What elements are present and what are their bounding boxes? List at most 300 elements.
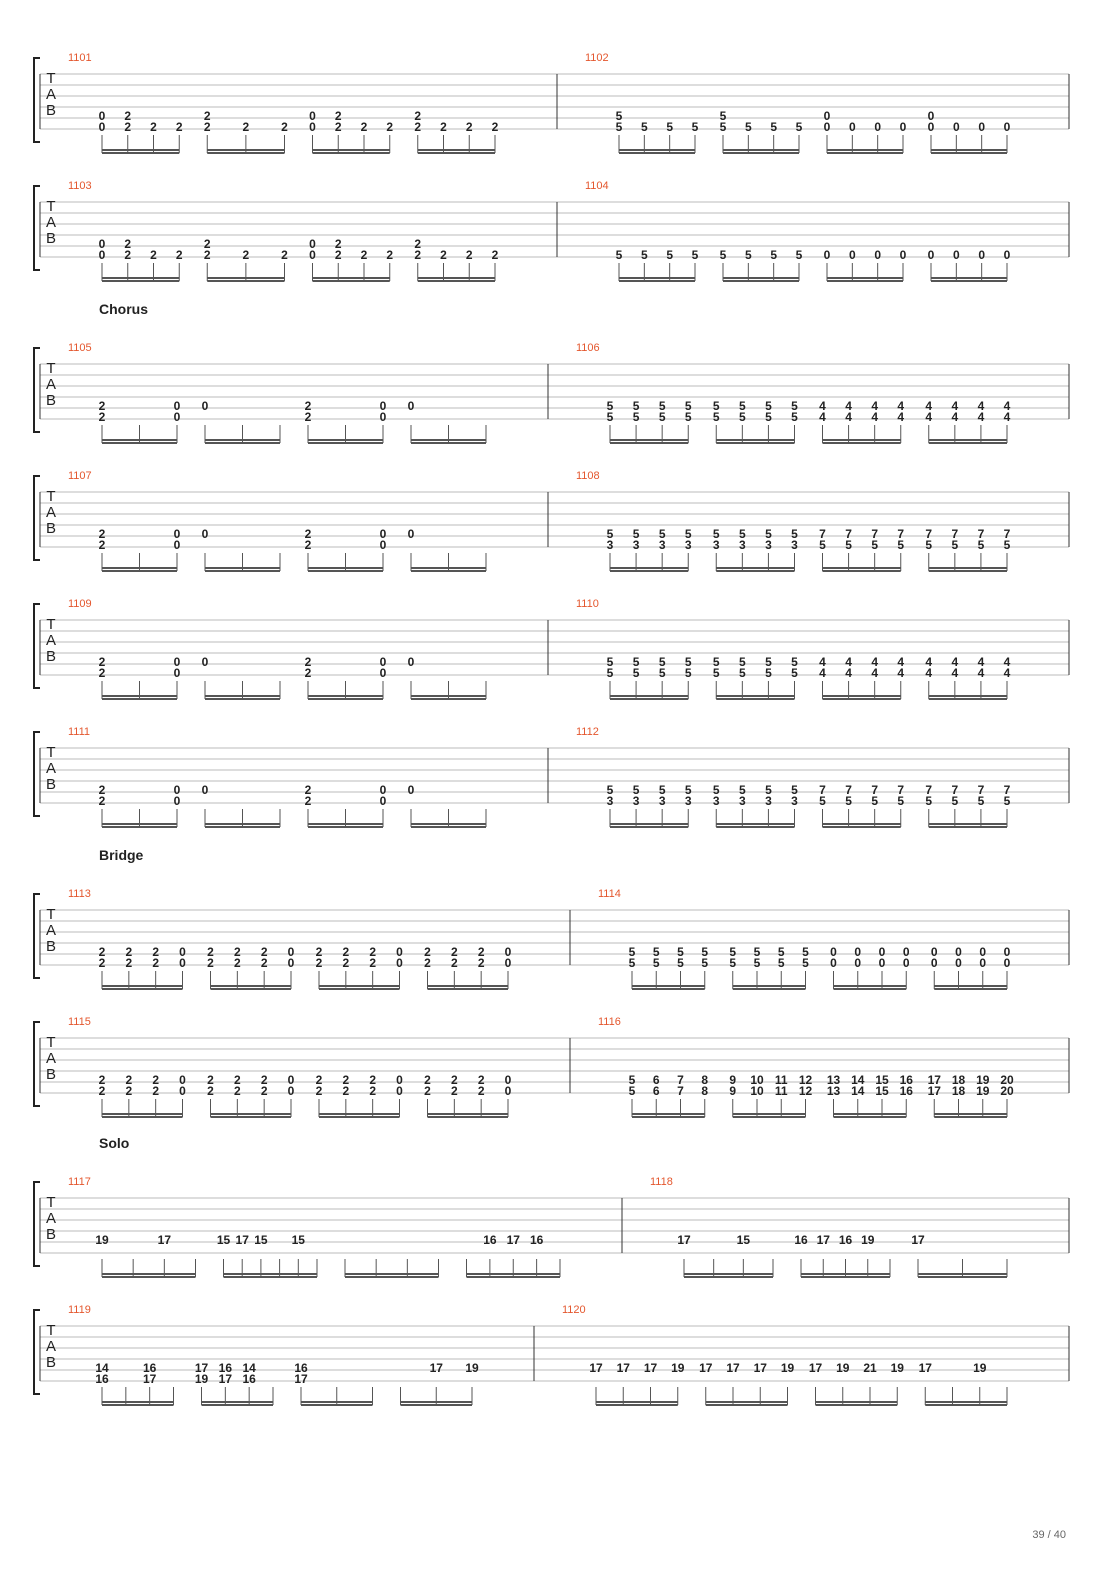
fret-number: 0 bbox=[952, 248, 960, 262]
measure bbox=[68, 1176, 560, 1277]
measure-number: 1115 bbox=[68, 1016, 91, 1028]
fret-number: 5 bbox=[977, 794, 985, 808]
fret-number: 17 bbox=[235, 1233, 249, 1247]
fret-number: 16 bbox=[95, 1372, 109, 1386]
fret-number: 4 bbox=[925, 399, 933, 413]
fret-number: 0 bbox=[978, 248, 986, 262]
beam-group bbox=[99, 399, 181, 443]
beam-group bbox=[95, 1361, 173, 1405]
fret-number: 3 bbox=[712, 794, 720, 808]
fret-number: 0 bbox=[309, 109, 316, 123]
beam-group bbox=[713, 527, 798, 571]
fret-number: 7 bbox=[897, 783, 905, 797]
fret-number: 19 bbox=[890, 1361, 904, 1375]
measure-number: 1116 bbox=[598, 1016, 621, 1028]
beam-group bbox=[401, 1361, 479, 1405]
fret-number: 0 bbox=[1003, 120, 1011, 134]
fret-number: 5 bbox=[770, 248, 778, 262]
fret-number: 5 bbox=[615, 248, 623, 262]
fret-number: 5 bbox=[658, 527, 666, 541]
fret-number: 2 bbox=[369, 945, 377, 959]
beam-group bbox=[928, 109, 1011, 153]
fret-number: 4 bbox=[871, 666, 879, 680]
fret-number: 2 bbox=[465, 248, 473, 262]
tab-clef-letter: B bbox=[45, 1354, 57, 1371]
beam-group bbox=[316, 945, 404, 989]
beam-group bbox=[824, 248, 907, 281]
fret-number: 3 bbox=[632, 538, 640, 552]
fret-number: 14 bbox=[851, 1084, 865, 1098]
fret-number: 17 bbox=[911, 1233, 925, 1247]
tab-clef-letter: A bbox=[45, 1210, 57, 1227]
fret-number: 5 bbox=[652, 956, 660, 970]
fret-number: 5 bbox=[1003, 794, 1011, 808]
tab-clef-letter: A bbox=[45, 1050, 57, 1067]
measure bbox=[68, 888, 512, 989]
fret-number: 15 bbox=[291, 1233, 305, 1247]
tab-clef-letter: B bbox=[45, 520, 57, 537]
fret-number: 0 bbox=[396, 956, 403, 970]
fret-number: 5 bbox=[632, 655, 640, 669]
fret-number: 2 bbox=[450, 1073, 458, 1087]
fret-number: 17 bbox=[194, 1361, 209, 1375]
fret-number: 2 bbox=[242, 248, 250, 262]
fret-number: 13 bbox=[826, 1084, 841, 1098]
fret-number: 2 bbox=[315, 956, 323, 970]
beam-group bbox=[919, 1361, 1007, 1405]
fret-number: 17 bbox=[157, 1233, 172, 1247]
fret-number: 0 bbox=[201, 399, 209, 413]
beam-group bbox=[294, 1361, 372, 1405]
fret-number: 0 bbox=[955, 945, 962, 959]
measure bbox=[68, 470, 486, 571]
measure-number: 1120 bbox=[562, 1304, 586, 1316]
fret-number: 17 bbox=[616, 1361, 630, 1375]
fret-number: 5 bbox=[712, 655, 720, 669]
beam-group bbox=[408, 655, 486, 699]
fret-number: 5 bbox=[628, 945, 636, 959]
system-bracket bbox=[34, 58, 40, 142]
beam-group bbox=[809, 1361, 904, 1405]
fret-number: 19 bbox=[780, 1361, 795, 1375]
beam-group bbox=[925, 527, 1010, 571]
fret-number: 0 bbox=[173, 666, 181, 680]
fret-number: 0 bbox=[902, 945, 910, 959]
fret-number: 2 bbox=[98, 399, 106, 413]
fret-number: 2 bbox=[233, 956, 241, 970]
fret-number: 5 bbox=[744, 248, 752, 262]
fret-number: 3 bbox=[791, 794, 798, 808]
fret-number: 0 bbox=[1003, 248, 1011, 262]
tab-clef-letter: T bbox=[46, 360, 56, 377]
measure bbox=[68, 180, 499, 281]
measure-number: 1103 bbox=[68, 180, 92, 192]
fret-number: 2 bbox=[175, 120, 183, 134]
fret-number: 4 bbox=[845, 666, 852, 680]
fret-number: 0 bbox=[823, 109, 831, 123]
fret-number: 14 bbox=[242, 1361, 256, 1375]
fret-number: 0 bbox=[407, 399, 415, 413]
fret-number: 2 bbox=[175, 248, 183, 262]
fret-number: 0 bbox=[173, 410, 181, 424]
tab-system bbox=[34, 598, 1069, 699]
fret-number: 0 bbox=[930, 956, 938, 970]
fret-number: 2 bbox=[125, 956, 133, 970]
fret-number: 7 bbox=[1003, 527, 1011, 541]
fret-number: 3 bbox=[765, 794, 772, 808]
fret-number: 2 bbox=[414, 109, 422, 123]
fret-number: 5 bbox=[777, 945, 785, 959]
fret-number: 0 bbox=[98, 237, 106, 251]
fret-number: 17 bbox=[142, 1372, 157, 1386]
fret-number: 5 bbox=[632, 527, 640, 541]
fret-number: 5 bbox=[615, 120, 623, 134]
fret-number: 0 bbox=[407, 783, 415, 797]
fret-number: 17 bbox=[699, 1361, 713, 1375]
tab-clef-letter: T bbox=[46, 1034, 56, 1051]
beam-group bbox=[99, 783, 181, 827]
fret-number: 3 bbox=[606, 538, 614, 552]
fret-number: 2 bbox=[342, 956, 350, 970]
fret-number: 4 bbox=[1003, 655, 1011, 669]
fret-number: 5 bbox=[871, 794, 879, 808]
beam-group bbox=[911, 1233, 1007, 1277]
tab-clef-letter: T bbox=[46, 70, 56, 87]
fret-number: 5 bbox=[691, 248, 699, 262]
fret-number: 5 bbox=[677, 945, 684, 959]
fret-number: 0 bbox=[830, 956, 837, 970]
fret-number: 2 bbox=[477, 1073, 485, 1087]
fret-number: 5 bbox=[925, 794, 933, 808]
beam-group bbox=[607, 783, 692, 827]
fret-number: 2 bbox=[440, 248, 447, 262]
fret-number: 2 bbox=[124, 237, 132, 251]
fret-number: 9 bbox=[729, 1073, 737, 1087]
fret-number: 7 bbox=[677, 1084, 684, 1098]
fret-number: 2 bbox=[152, 945, 160, 959]
fret-number: 16 bbox=[794, 1233, 808, 1247]
measure-number: 1101 bbox=[68, 52, 92, 64]
fret-number: 11 bbox=[774, 1073, 788, 1087]
fret-number: 2 bbox=[98, 783, 106, 797]
fret-number: 5 bbox=[719, 120, 727, 134]
measure bbox=[68, 1016, 512, 1117]
fret-number: 17 bbox=[677, 1233, 691, 1247]
fret-number: 0 bbox=[173, 538, 181, 552]
fret-number: 5 bbox=[652, 945, 660, 959]
beam-group bbox=[607, 527, 692, 571]
fret-number: 2 bbox=[369, 956, 377, 970]
fret-number: 15 bbox=[736, 1233, 751, 1247]
fret-number: 0 bbox=[173, 399, 181, 413]
fret-number: 19 bbox=[465, 1361, 479, 1375]
fret-number: 12 bbox=[798, 1084, 813, 1098]
fret-number: 7 bbox=[925, 783, 933, 797]
fret-number: 2 bbox=[424, 1073, 431, 1087]
fret-number: 7 bbox=[897, 527, 905, 541]
beam-group bbox=[713, 783, 798, 827]
tab-clef-letter: T bbox=[46, 1194, 56, 1211]
fret-number: 7 bbox=[977, 527, 985, 541]
fret-number: 0 bbox=[899, 120, 907, 134]
tab-system bbox=[34, 180, 1069, 281]
beam-group bbox=[424, 1073, 512, 1117]
fret-number: 16 bbox=[242, 1372, 256, 1386]
section-label: Solo bbox=[99, 1135, 130, 1151]
fret-number: 2 bbox=[440, 120, 447, 134]
fret-number: 5 bbox=[658, 410, 666, 424]
fret-number: 15 bbox=[875, 1073, 889, 1087]
tab-clef-letter: B bbox=[45, 1066, 57, 1083]
beam-group bbox=[204, 109, 288, 153]
fret-number: 4 bbox=[897, 655, 905, 669]
tab-systems bbox=[34, 52, 1069, 1405]
measure-number: 1107 bbox=[68, 470, 92, 482]
fret-number: 3 bbox=[658, 794, 666, 808]
fret-number: 2 bbox=[315, 1073, 323, 1087]
measure-number: 1106 bbox=[576, 342, 600, 354]
fret-number: 0 bbox=[878, 956, 886, 970]
fret-number: 5 bbox=[738, 783, 746, 797]
fret-number: 3 bbox=[684, 794, 692, 808]
tab-clef-letter: A bbox=[45, 1338, 57, 1355]
tab-clef-letter: A bbox=[45, 376, 57, 393]
fret-number: 5 bbox=[701, 956, 709, 970]
fret-number: 0 bbox=[504, 1073, 512, 1087]
fret-number: 2 bbox=[386, 120, 394, 134]
fret-number: 4 bbox=[819, 410, 826, 424]
fret-number: 2 bbox=[203, 237, 211, 251]
fret-number: 5 bbox=[719, 248, 727, 262]
fret-number: 5 bbox=[897, 538, 905, 552]
fret-number: 0 bbox=[287, 945, 295, 959]
beam-group bbox=[309, 237, 393, 281]
fret-number: 0 bbox=[379, 783, 387, 797]
fret-number: 5 bbox=[738, 399, 746, 413]
fret-number: 15 bbox=[875, 1084, 889, 1098]
beam-group bbox=[305, 783, 387, 827]
beam-group bbox=[309, 109, 393, 153]
fret-number: 0 bbox=[396, 1073, 403, 1087]
fret-number: 5 bbox=[729, 945, 737, 959]
fret-number: 5 bbox=[765, 666, 772, 680]
measure-number: 1119 bbox=[68, 1304, 91, 1316]
tab-clef-letter: A bbox=[45, 504, 57, 521]
fret-number: 17 bbox=[643, 1361, 658, 1375]
fret-number: 0 bbox=[848, 120, 856, 134]
fret-number: 2 bbox=[334, 248, 342, 262]
beam-group bbox=[819, 655, 904, 699]
measure bbox=[576, 598, 1011, 699]
fret-number: 2 bbox=[124, 248, 132, 262]
fret-number: 2 bbox=[304, 410, 312, 424]
fret-number: 5 bbox=[791, 655, 798, 669]
beam-group bbox=[830, 945, 910, 989]
system-bracket bbox=[34, 732, 40, 816]
tab-system bbox=[34, 847, 1069, 989]
fret-number: 5 bbox=[765, 655, 772, 669]
fret-number: 5 bbox=[712, 399, 720, 413]
fret-number: 15 bbox=[216, 1233, 231, 1247]
beam-group bbox=[99, 1073, 187, 1117]
fret-number: 2 bbox=[414, 237, 422, 251]
fret-number: 17 bbox=[506, 1233, 520, 1247]
fret-number: 5 bbox=[658, 666, 666, 680]
tab-clef-letter: B bbox=[45, 392, 57, 409]
fret-number: 2 bbox=[334, 109, 342, 123]
tab-clef-letter: B bbox=[45, 230, 57, 247]
fret-number: 7 bbox=[871, 527, 879, 541]
beam-group bbox=[202, 527, 280, 571]
beam-group bbox=[720, 109, 803, 153]
fret-number: 0 bbox=[848, 248, 856, 262]
fret-number: 5 bbox=[897, 794, 905, 808]
fret-number: 2 bbox=[450, 1084, 458, 1098]
measure-number: 1102 bbox=[585, 52, 609, 64]
fret-number: 5 bbox=[925, 538, 933, 552]
fret-number: 5 bbox=[658, 655, 666, 669]
fret-number: 17 bbox=[918, 1361, 932, 1375]
measure-number: 1108 bbox=[576, 470, 600, 482]
beam-group bbox=[414, 237, 498, 281]
fret-number: 5 bbox=[712, 783, 720, 797]
beam-group bbox=[729, 1073, 812, 1117]
fret-number: 5 bbox=[977, 538, 985, 552]
fret-number: 5 bbox=[684, 399, 692, 413]
beam-group bbox=[467, 1233, 561, 1277]
beam-group bbox=[607, 399, 692, 443]
beam-group bbox=[931, 945, 1011, 989]
fret-number: 4 bbox=[871, 410, 879, 424]
beam-group bbox=[629, 945, 709, 989]
fret-number: 0 bbox=[504, 945, 512, 959]
fret-number: 4 bbox=[845, 655, 852, 669]
fret-number: 2 bbox=[386, 248, 394, 262]
fret-number: 2 bbox=[334, 237, 342, 251]
beam-group bbox=[925, 399, 1010, 443]
fret-number: 0 bbox=[927, 109, 935, 123]
fret-number: 5 bbox=[712, 527, 720, 541]
fret-number: 0 bbox=[1003, 945, 1011, 959]
fret-number: 2 bbox=[477, 945, 485, 959]
fret-number: 2 bbox=[98, 410, 106, 424]
fret-number: 2 bbox=[315, 1084, 323, 1098]
fret-number: 2 bbox=[98, 956, 106, 970]
beam-group bbox=[616, 248, 699, 281]
fret-number: 14 bbox=[851, 1073, 865, 1087]
section-label: Bridge bbox=[99, 847, 144, 863]
tab-clef-letter: A bbox=[45, 632, 57, 649]
measure bbox=[576, 342, 1011, 443]
beam-group bbox=[408, 527, 486, 571]
fret-number: 2 bbox=[152, 1084, 160, 1098]
beam-group bbox=[202, 399, 280, 443]
fret-number: 2 bbox=[207, 956, 214, 970]
measure-number: 1114 bbox=[598, 888, 621, 900]
measure bbox=[576, 726, 1011, 827]
measure bbox=[585, 180, 1011, 281]
measure bbox=[68, 598, 486, 699]
beam-group bbox=[616, 109, 699, 153]
fret-number: 2 bbox=[342, 1073, 350, 1087]
fret-number: 2 bbox=[125, 1084, 133, 1098]
fret-number: 5 bbox=[738, 655, 746, 669]
fret-number: 19 bbox=[95, 1233, 109, 1247]
fret-number: 7 bbox=[871, 783, 879, 797]
tab-clef-letter: B bbox=[45, 648, 57, 665]
beam-group bbox=[202, 783, 280, 827]
fret-number: 10 bbox=[750, 1084, 764, 1098]
fret-number: 11 bbox=[774, 1084, 788, 1098]
fret-number: 5 bbox=[765, 783, 772, 797]
fret-number: 2 bbox=[304, 783, 312, 797]
fret-number: 19 bbox=[976, 1073, 990, 1087]
fret-number: 2 bbox=[98, 945, 106, 959]
fret-number: 3 bbox=[791, 538, 798, 552]
fret-number: 0 bbox=[173, 655, 181, 669]
fret-number: 21 bbox=[863, 1361, 877, 1375]
fret-number: 5 bbox=[658, 399, 666, 413]
fret-number: 5 bbox=[765, 399, 772, 413]
fret-number: 0 bbox=[98, 120, 106, 134]
fret-number: 0 bbox=[379, 655, 387, 669]
beam-group bbox=[99, 945, 187, 989]
beam-group bbox=[928, 1073, 1014, 1117]
fret-number: 17 bbox=[429, 1361, 443, 1375]
beam-group bbox=[699, 1361, 794, 1405]
beam-group bbox=[195, 1361, 273, 1405]
fret-number: 19 bbox=[671, 1361, 685, 1375]
fret-number: 5 bbox=[632, 666, 640, 680]
beam-group bbox=[819, 783, 904, 827]
fret-number: 18 bbox=[951, 1073, 966, 1087]
fret-number: 2 bbox=[125, 945, 133, 959]
measure bbox=[598, 888, 1011, 989]
fret-number: 5 bbox=[845, 538, 852, 552]
fret-number: 5 bbox=[606, 410, 614, 424]
tab-clef-letter: B bbox=[45, 938, 57, 955]
fret-number: 0 bbox=[173, 794, 181, 808]
fret-number: 2 bbox=[233, 945, 241, 959]
tab-clef-letter: A bbox=[45, 760, 57, 777]
fret-number: 5 bbox=[606, 399, 614, 413]
fret-number: 4 bbox=[951, 399, 959, 413]
fret-number: 0 bbox=[927, 120, 935, 134]
tab-clef-letter: T bbox=[46, 1322, 56, 1339]
measure bbox=[68, 342, 486, 443]
fret-number: 2 bbox=[98, 1073, 106, 1087]
fret-number: 3 bbox=[632, 794, 640, 808]
fret-number: 4 bbox=[977, 399, 985, 413]
fret-number: 4 bbox=[845, 399, 852, 413]
measure-number: 1109 bbox=[68, 598, 92, 610]
fret-number: 12 bbox=[798, 1073, 813, 1087]
tab-clef-letter: A bbox=[45, 214, 57, 231]
fret-number: 3 bbox=[738, 794, 746, 808]
beam-group bbox=[207, 945, 295, 989]
fret-number: 2 bbox=[124, 120, 132, 134]
fret-number: 6 bbox=[652, 1073, 660, 1087]
fret-number: 3 bbox=[765, 538, 772, 552]
fret-number: 20 bbox=[1000, 1073, 1014, 1087]
fret-number: 0 bbox=[379, 538, 387, 552]
fret-number: 5 bbox=[628, 1084, 636, 1098]
measure-number: 1117 bbox=[68, 1176, 91, 1188]
fret-number: 5 bbox=[628, 1073, 636, 1087]
fret-number: 5 bbox=[765, 527, 772, 541]
fret-number: 2 bbox=[465, 120, 473, 134]
fret-number: 0 bbox=[379, 527, 387, 541]
